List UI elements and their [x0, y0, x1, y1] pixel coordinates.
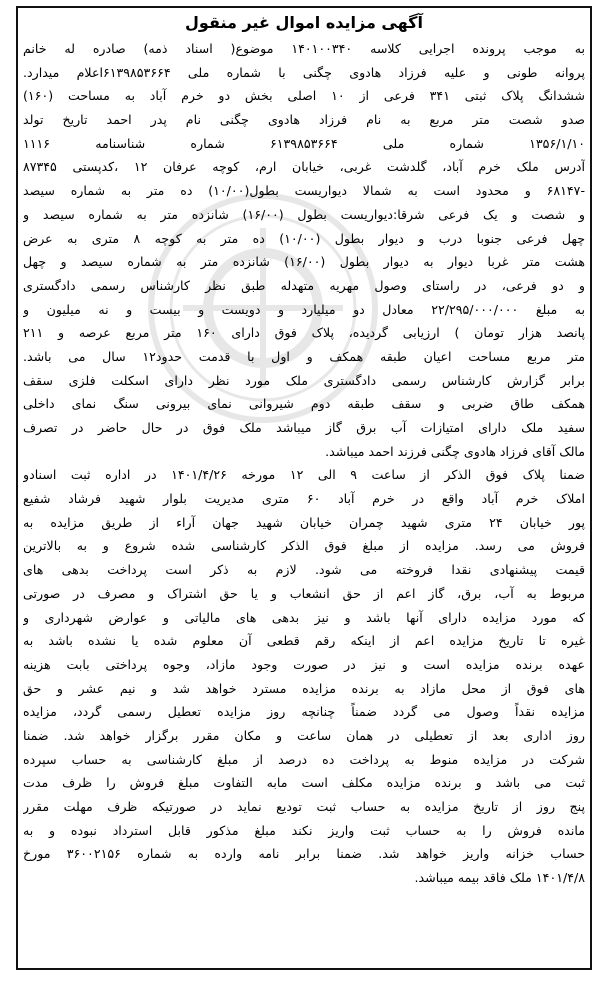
- notice-line: صدو شصت متر مربع به نام فرزاد هادوی چگنی نام پدر احمد تاریخ تولد: [23, 112, 585, 128]
- notice-body: [23, 37, 585, 890]
- notice-line: پنج روز از تاریخ مزایده به حساب ثبت تودیع نماید در صورتیکه ظرف مهلت مقرر: [23, 799, 585, 814]
- notice-line: متر مربع مساحت اعیان طبقه همکف و اول با قدمت حدود۱۲ سال می باشد.: [23, 348, 585, 364]
- notice-line: غیره تا تاریخ مزایده اعم از اینکه رقم قطعی آن معلوم شده یا نشده باشد به: [23, 633, 585, 649]
- notice-line: مربوط به آب، برق، گاز اعم از حق انشعاب و یا حق اشتراک و مصرف در صورتی: [23, 585, 585, 601]
- notice-line: مزایده نقداً وصول می گردد ضمناً چنانچه روز مزایده تعطیل رسمی گردد، مزایده: [23, 704, 585, 720]
- notice-line: پور خیابان ۲۴ متری شهید چمران خیابان شهید جهان آراء از طریق مزایده به: [23, 514, 585, 530]
- notice-line: به مبلغ ۲۲/۲۹۵/۰۰۰/۰۰۰ معادل دو میلیارد و دویست و بیست و نه میلیون و: [23, 301, 585, 317]
- notice-line: مانده فروش را به حساب ثبت واریز نکند مبلغ مذکور قابل استرداد نبوده و به: [23, 822, 585, 838]
- notice-line: حساب خزانه واریز خواهد شد. ضمنا برابر نامه وارده به شماره ۳۶۰۰۲۱۵۶ مورخ: [23, 846, 585, 862]
- notice-line: چهل فرعی جنوبا درب و دیوار بطول (۱۰/۰۰) ده متر به کوچه ۸ متری به عرض: [23, 230, 585, 246]
- notice-line: سفید ملک دارای امتیازات آب برق گاز میباشد ملک فوق در حال حاضر در تصرف: [23, 420, 585, 435]
- notice-line: ششدانگ پلاک ثبتی ۳۴۱ فرعی از ۱۰ اصلی بخش دو خرم آباد به مساحت (۱۶۰): [23, 88, 585, 104]
- notice-line: که مورد مزایده دارای آنها باشد و نیز بدهی های مالیاتی و عوارض شهرداری و: [23, 609, 585, 625]
- notice-line: های فوق از محل مازاد به برنده مزایده مسترد خواهد شد و نیم عشر و حق: [23, 680, 585, 696]
- notice-line: ۱۴۰۱/۴/۸ ملک فاقد بیمه میباشد.: [414, 870, 585, 886]
- notice-line: و دو فرعی، در راستای وصول مهریه متهدله طبق نظر کارشناس رسمی دادگستری: [23, 277, 585, 293]
- notice-line: همکف طاق ضربی و سقف طبقه دوم شیروانی نمای بیرونی سنگ نمای داخلی: [23, 396, 585, 412]
- notice-line: ضمنا پلاک فوق الذکر از ساعت ۹ الی ۱۲ مورخه ۱۴۰۱/۴/۲۶ در اداره ثبت اسنادو: [23, 467, 585, 483]
- notice-line: ۱۳۵۶/۱/۱۰ شماره ملی ۶۱۳۹۸۵۳۶۶۴ شماره شناسنامه ۱۱۱۶: [23, 135, 585, 151]
- notice-line: پروانه طونی و علیه فرزاد هادوی چگنی با شماره ملی ۶۱۳۹۸۵۳۶۶۴اعلام میدارد.: [23, 64, 585, 80]
- notice-line: شرکت در مزایده منوط به پرداخت ده درصد از مبلغ کارشناسی به حساب سپرده: [23, 751, 585, 767]
- notice-line: عهده برنده مزایده است و نیز در صورت وجود مازاد، وجوه پرداختی بابت هزینه: [23, 656, 585, 672]
- notice-title: آگهی مزایده اموال غیر منقول: [185, 13, 423, 32]
- notice-line: پانصد هزار تومان ) ارزیابی گردیده، پلاک فوق دارای ۱۶۰ متر مربع عرصه و ۲۱۱: [23, 325, 585, 341]
- notice-line: ثبت می باشد و برنده مزایده مکلف است مابه التفاوت مبلغ فروش را ظرف مدت: [23, 775, 585, 791]
- notice-frame: [16, 6, 592, 970]
- notice-line: آدرس ملک خرم آباد، گلدشت غربی، خیابان ارم، کوچه عرفان ۱۲ ،کدپستی ۸۷۳۴۵: [23, 159, 585, 175]
- notice-line: قیمت پیشنهادی نقدا فروخته می شود. لازم به ذکر است پرداخت بدهی های: [23, 562, 585, 578]
- notice-line: فروش می رسد. مزایده از مبلغ فوق الذکر کارشناسی شده شروع و به بالاترین: [23, 538, 585, 554]
- notice-line: املاک خرم آباد واقع در خرم آباد ۶۰ متری مدیریت بلوار شهید فرشاد شفیع: [23, 491, 585, 507]
- notice-line: مالک آقای فرزاد هادوی چگنی فرزند احمد میباشد.: [325, 443, 585, 459]
- notice-line: -۶۸۱۴۷ و محدود است به شمالا دیواریست بطول(۱۰/۰۰) ده متر به شماره سیصد: [23, 183, 585, 199]
- notice-line: روز اداری بعد از تعطیلی در همان ساعت و مکان مقرر برگزار خواهد شد. ضمنا: [23, 727, 585, 743]
- notice-line: به موجب پرونده اجرایی کلاسه ۱۴۰۱۰۰۳۴۰ موضوع( اسناد ذمه) صادره له خانم: [23, 41, 585, 56]
- notice-line: برابر گزارش کارشناس رسمی دادگستری ملک مورد نظر دارای اسکلت فلزی سقف: [23, 372, 585, 388]
- notice-line: و شصت و یک فرعی شرقا:دیواریست بطول (۱۶/۰۰) شانزده متر به شماره سیصد و: [23, 206, 585, 222]
- notice-line: هشت متر غربا دیوار به دیوار بطول (۱۶/۰۰) شانزده متر به شماره سیصد و چهل: [23, 254, 585, 270]
